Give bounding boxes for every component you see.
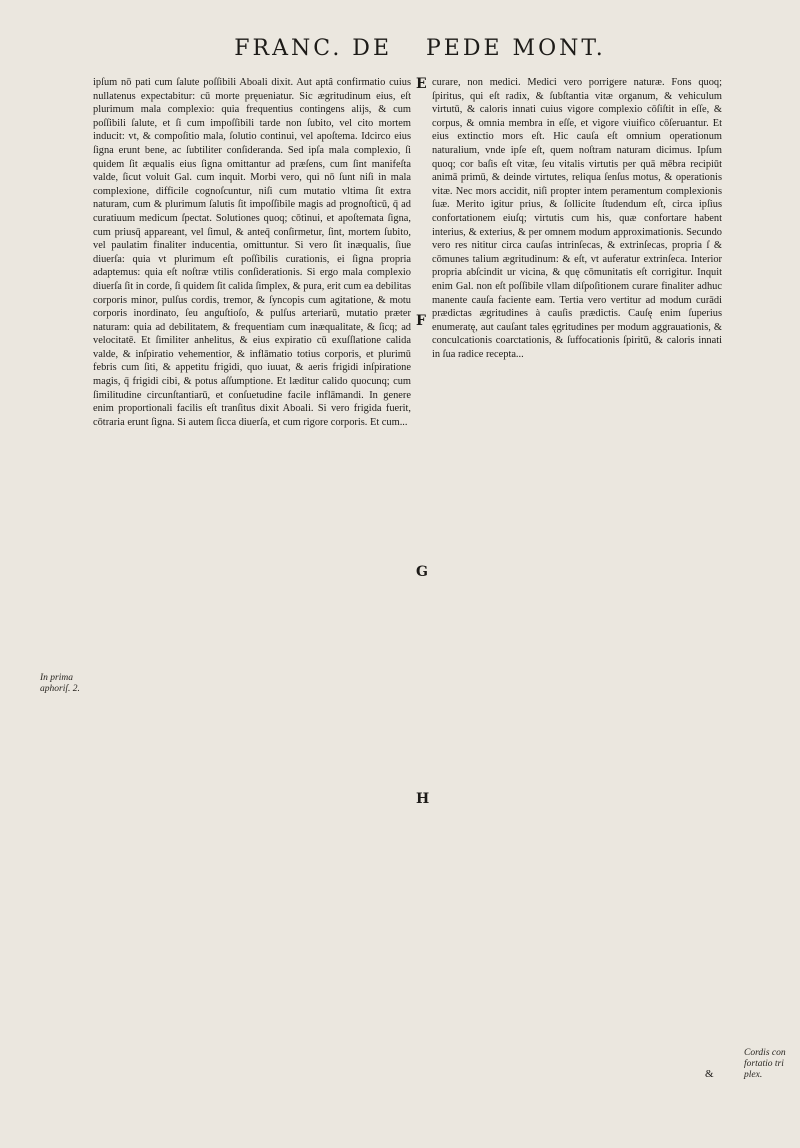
text-column-right xyxy=(432,76,722,1096)
running-head-left: FRANC. DE xyxy=(234,36,392,61)
section-marker-h: H xyxy=(416,791,430,807)
margin-note-left: In prima aphoriſ. 2. xyxy=(40,673,80,694)
catchword: & xyxy=(705,1068,714,1080)
margin-note-right: Cordis con fortatio tri plex. xyxy=(744,1048,786,1080)
section-marker-e: E xyxy=(416,76,427,92)
column-right-text: curare, non medici. Medici vero porrigere naturæ. Fons quoq; ſpiritus, qui eſt radix, & ſubſtantia vitæ organum, & vehiculum virtutū, & caloris innati cuius vigore complexio cōſiſtit in eſſe, & corpus, & omnia membra in eſſe, et vigore viuifico cōſeruantur. Et eius extinctio mors eſt. Hic cauſa eſt omnium operationum naturalium, vnde ipſe eſt, quem noſtram naturam dicimus. Ipſum quoq; cor baſis eſt vitæ, ſeu vitalis virtutis per quā mēbra recipiūt animā primū, & deinde virtutes, reliqua ſenſus motus, & operationis vitæ. Nec mors accidit, niſi propter intem peramentum complexionis ſuæ. Merito igitur prius, & ſollicite ſtudendum eſt, circa ipſius confortationem eiuſq; virtutis cum his, quæ confortare habent interius, & exterius, & per omnem modum approximationis. Secundo vero res nititur circa cauſas intrinſecas, & extrinſecas, propria ſ & cōmunes talium ægritudinum: & eſt, vt auferatur extrinſeca. Interior propria abſcindit ur vicina, & quę cōmunitatis eſt corrigitur. Inquit enim Gal. non eſt poſſibile vllam diſpoſitionem curare finaliter adhuc manente cauſa faciente eam. Tertia vero vertitur ad modum curādi prædictas ægritudines à cauſis prædictis. Cauſę enim ſuperius enumeratę, aut cauſant tales ęgritudines per modum aggrauationis, & conculcationis coarctationis, & ſuffocationis ſpiritū, & caloris innati in ſua radice recepta... xyxy=(432,77,722,360)
running-head-right: PEDE MONT. xyxy=(426,36,606,61)
text-column-left xyxy=(93,76,411,1096)
section-marker-g: G xyxy=(416,564,428,580)
running-head xyxy=(0,36,800,66)
column-left-text: ipſum nō pati cum ſalute poſſibili Aboali dixit. Aut aptâ confirmatio cuius nullatenus expectabitur: cū morte pręueniatur. Sic ægritudinum eius, eſt plurimum mala complexio: quia frequentius contingens alijs, & cum poſſibili ſalute, et ſi cum impoſſibili tarde non ſubito, vel cito mortem inducit: vt, & compoſitio mala, ſolutio continui, vel apoſtema. Idcirco eius ſigna erunt bene, ac ſubtiliter conſideranda. Sed ipſa mala complexio, ſi quidem ſit æqualis eius ſigna omittantur ad præſens, cum ſint manifeſta valde, ſicut voluit Gal. cum inquit. Morbi vero, qui nō ſunt niſi in mala complexione, difficile cognoſcuntur, niſi cum mutatio vltima ſit extra naturam, cum & plurimum ſalutis ſit impoſſibile magis ad prognoſticū, q̄ ad curatiuum medicum ſpectat. Solutiones quoq; cōtinui, et apoſtemata ſigna, cum priusq̄ appareant, vel ſimul, & anteq̄ conſirmetur, ſint, mortem ſubito, vel paulatim finaliter inducentia, omittuntur. Si vero ſit inæqualis, ſiue diuerſa: quia vt plurimum eſt poſſibilis curationis, ei ſigna propria adaptemus: quia eſt noſtræ vtilis conſiderationis. Si ergo mala complexio diuerſa ſit in corde, ſi quidem ſit calida ſimplex, & pura, erit cum ea debilitas corporis minor, pulſus cordis, tremor, & ſyncopis cum agitatione, & motu corporis inordinato, ſeu anguſtioſo, & pulſus arteriarū, mutatio præter naturam: quia ad debilitatem, & frequentiam cum inæqualitate, & ſicq; ad velocitatē. Et ſimiliter anhelitus, & eius expiratio cū exuſſlatione calida valde, & inſpiratio vehementior, & inflāmatio totius corporis, et plurimū febris cum ſiti, & appetitu frigidi, quo iuuat, & aeris frigidi inſpiratione magis, q̄ frigidi cibi, & potus aſſumptione. Et læditur calido quocunq; cum ſimilitudine circunſtantiarū, et conſuetudine facile inflāmandi. In genere enim proportionali facilis eſt tranſitus dixit Aboali. Si vero frigida fuerit, cōtraria erunt ſigna. Si autem ſicca diuerſa, et cum rigore corporis. Et cum... xyxy=(93,77,411,428)
section-marker-f: F xyxy=(416,313,426,329)
